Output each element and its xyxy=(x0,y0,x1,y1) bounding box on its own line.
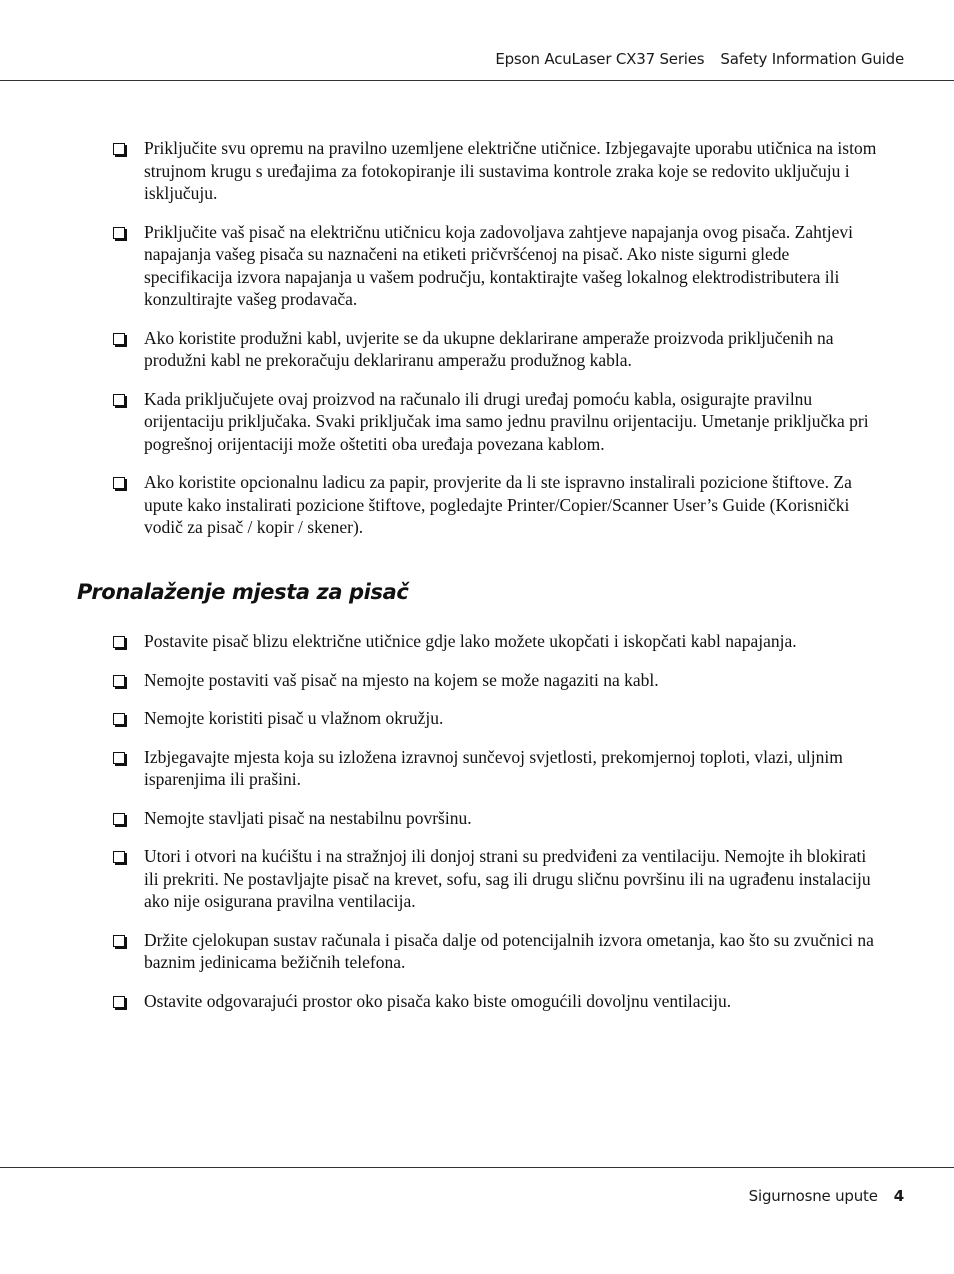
checkbox-icon xyxy=(113,851,125,863)
page-footer xyxy=(749,1187,904,1205)
list-item xyxy=(112,807,882,830)
checkbox-icon xyxy=(113,752,125,764)
list-item xyxy=(112,630,882,653)
checkbox-icon xyxy=(113,713,125,725)
list-item-text: Utori i otvori na kućištu i na stražnjoj ili donjoj strani su predviđeni za ventilaciju. Nemojte ih blokirati ili prekriti. Ne postavljajte pisač na krevet, sofu, sag ili drugu sličnu površinu ili na ugrađenu instalaciju ako nije osigurana pravilna ventilacija. xyxy=(144,846,871,911)
list-item xyxy=(112,990,882,1013)
checkbox-icon xyxy=(113,996,125,1008)
list-item-text: Ako koristite opcionalnu ladicu za papir, provjerite da li ste ispravno instalirali pozicione štiftove. Za upute kako instalirati pozicione štiftove, pogledajte Printer/Copier/Scanner User’s Guide (Korisnički vodič za pisač / kopir / skener). xyxy=(144,472,852,537)
intro-list xyxy=(112,137,882,555)
list-item-text: Nemojte koristiti pisač u vlažnom okružju. xyxy=(144,708,444,728)
list-item xyxy=(112,137,882,205)
list-item-text: Priključite svu opremu na pravilno uzemljene električne utičnice. Izbjegavajte uporabu utičnica na istom strujnom krugu s uređajima za fotokopiranje ili sustavima kontrole zraka koje se redovito uključuju i isključuju. xyxy=(144,138,877,203)
page-number: 4 xyxy=(893,1187,904,1205)
header-rule xyxy=(0,80,954,81)
list-item-text: Ostavite odgovarajući prostor oko pisača kako biste omogućili dovoljnu ventilaciju. xyxy=(144,990,732,1011)
list-item-text: Postavite pisač blizu električne utičnice gdje lako možete ukopčati i iskopčati kabl napajanja. xyxy=(144,631,797,651)
list-item xyxy=(112,669,882,692)
header-guide: Safety Information Guide xyxy=(720,50,904,68)
checkbox-icon xyxy=(113,143,125,155)
list-item-text: Priključite vaš pisač na električnu utičnicu koja zadovoljava zahtjeve napajanja ovog pisača. Zahtjevi napajanja vašeg pisača su naznačeni na etiketi pričvršćenoj na pisač. Ako niste sigurni glede specifikacija izvora napajanja u vašem području, kontaktirajte vašeg lokalnog elektrodistributera ili konzultirajte vašeg prodavača. xyxy=(144,221,853,309)
list-item-text: Ako koristite produžni kabl, uvjerite se da ukupne deklarirane amperaže proizvoda priključenih na produžni kabl ne prekoračuju deklariranu amperažu produžnog kabla. xyxy=(144,327,834,370)
checkbox-icon xyxy=(113,813,125,825)
list-item xyxy=(112,929,882,974)
checkbox-icon xyxy=(113,636,125,648)
checkbox-icon xyxy=(113,477,125,489)
checkbox-icon xyxy=(113,394,125,406)
list-item xyxy=(112,746,882,791)
list-item-text: Držite cjelokupan sustav računala i pisača dalje od potencijalnih izvora ometanja, kao što su zvučnici na baznim jedinicama bežičnih telefona. xyxy=(144,929,874,972)
checkbox-icon xyxy=(113,227,125,239)
list-item xyxy=(112,327,882,372)
footer-rule xyxy=(0,1167,954,1168)
section-title: Pronalaženje mjesta za pisač xyxy=(77,580,409,604)
list-item-text: Kada priključujete ovaj proizvod na računalo ili drugi uređaj pomoću kabla, osigurajte pravilnu orijentaciju priključaka. Svaki priključak ima samo jednu pravilnu orijentaciju. Umetanje priključka pri pogrešnoj orijentaciji može oštetiti oba uređaja povezana kablom. xyxy=(144,388,869,454)
list-item xyxy=(112,471,882,539)
list-item xyxy=(112,845,882,913)
placement-list xyxy=(112,630,882,1028)
list-item-text: Nemojte stavljati pisač na nestabilnu površinu. xyxy=(144,807,472,828)
checkbox-icon xyxy=(113,935,125,947)
page-header xyxy=(495,50,904,68)
list-item-text: Nemojte postaviti vaš pisač na mjesto na kojem se može nagaziti na kabl. xyxy=(144,669,659,690)
checkbox-icon xyxy=(113,675,125,687)
list-item-text: Izbjegavajte mjesta koja su izložena izravnoj sunčevoj svjetlosti, prekomjernoj toploti, vlazi, uljnim isparenjima ili prašini. xyxy=(144,746,843,789)
list-item xyxy=(112,221,882,311)
list-item xyxy=(112,707,882,730)
footer-section-name: Sigurnosne upute xyxy=(748,1187,878,1205)
list-item xyxy=(112,388,882,456)
checkbox-icon xyxy=(113,333,125,345)
header-product: Epson AcuLaser CX37 Series xyxy=(495,50,705,68)
